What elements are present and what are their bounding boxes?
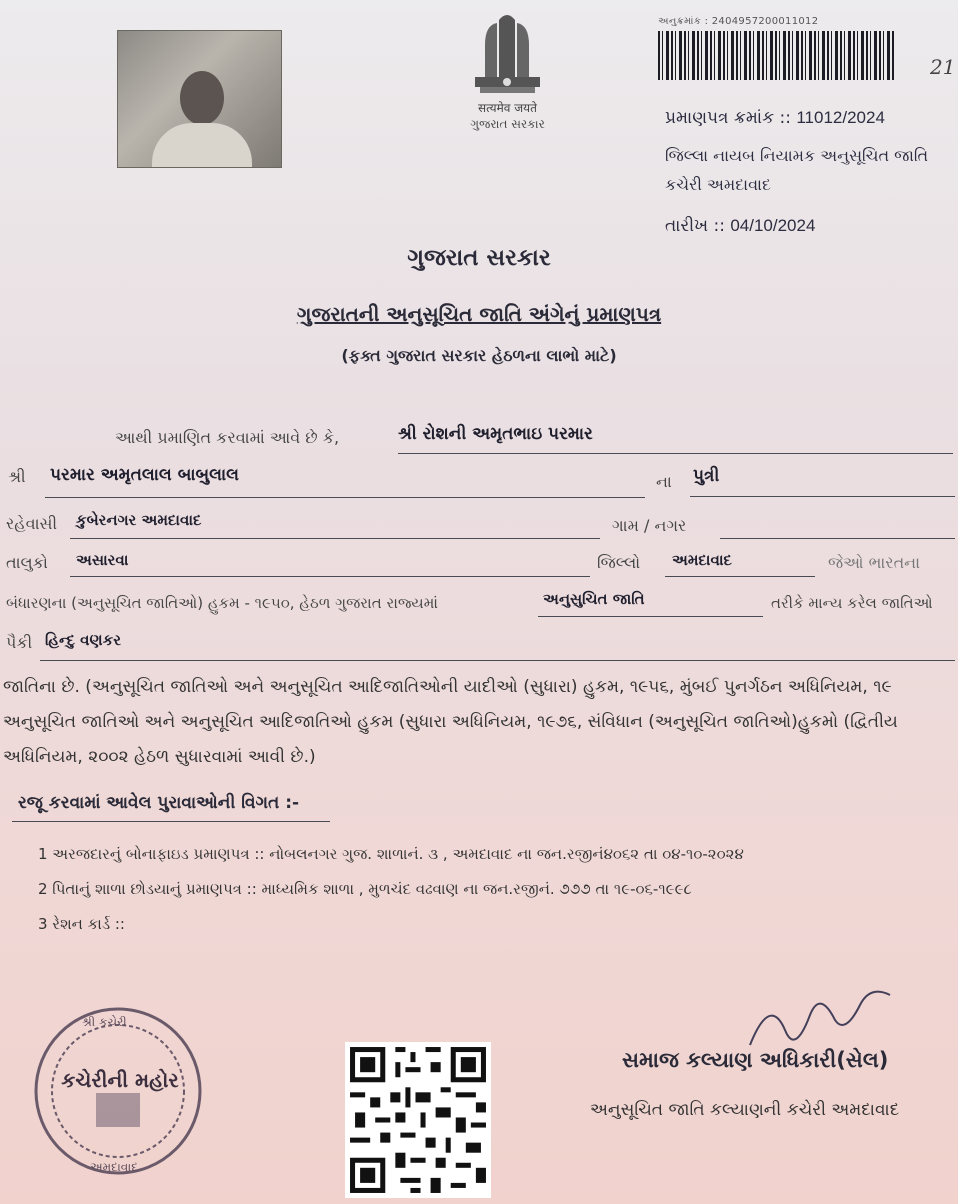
seal-ring-top: શ્રી કચેરી [82,1015,127,1029]
who-label: જેઓ ભારતના [828,553,921,572]
evidence-item: 1 અરજદારનું બોનાફાઇડ પ્રમાણપત્ર :: નોબલનગર ગુજ. શાળાનં. ૩ , અમદાવાદ ના જન.રજીનં૪૦૬૨ તા ૦૪-૧૦-૨૦૨૪ [38,845,744,863]
barcode [658,31,896,80]
applicant-name: શ્રી રોશની અમૃતભાઇ પરમાર [398,424,593,444]
resident-label: રહેવાસી [6,514,58,533]
category-value: અનુસુચિત જાતિ [543,590,645,608]
taluka-label: તાલુકો [6,553,48,572]
district-value: અમદાવાદ [672,551,732,569]
evidence-item: 2 પિતાનું શાળા છોડયાનું પ્રમાણપત્ર :: માધ્યમિક શાળા , મુળચંદ વઢવાણ ના જન.રજીનં. ૭૭૭ તા ૧૯-૦૬-૧૯૯૮ [38,880,692,898]
na-label: ના [656,472,672,491]
district-label: જિલ્લો [597,553,641,572]
resident-value: કુબેરનગર અમદાવાદ [76,511,202,529]
paragraph-line: અનુસૂચિત જાતિઓ અને અનુસૂચિત આદિજાતિઓ હુકમ (સુધારા અધિનિયમ, ૧૯૭૬, સંવિધાન (અનુસૂચિત જાતિઓ)હુકમો (દ્વિતીય [3,712,898,732]
village-label: ગામ / નગર [612,516,687,535]
evidence-heading: રજૂ કરવામાં આવેલ પુરાવાઓની વિગત :- [18,793,300,813]
date-value: 04/10/2024 [730,216,816,235]
gov-title: ગુજરાત સરકાર [407,245,551,271]
page-number: 21 [930,55,956,79]
emblem-caption [440,100,575,132]
date-label: તારીખ :: [665,216,725,236]
certify-label: આથી પ્રમાણિત કરવામાં આવે છે કે, [115,428,340,447]
paragraph-line: અધિનિયમ, ૨૦૦૨ હેઠળ સુધારવામાં આવી છે.) [3,747,316,767]
father-name: પરમાર અમૃતલાલ બાબુલાલ [50,465,240,485]
emblem-gov: ગુજરાત સરકાર [470,117,545,131]
qr-code [345,1042,491,1198]
state-emblem-icon [455,5,560,100]
signatory-title: સમાજ કલ્યાણ અધિકારી(સેલ) [622,1048,889,1072]
applicant-photo [117,30,282,168]
paragraph-line: જાતિના છે. (અનુસૂચિત જાતિઓ અને અનુસૂચિત આદિજાતિઓની યાદીઓ (સુધારા) હુકમ, ૧૯૫૬, મુંબઈ પુનર્ગઠન અધિનિયમ, ૧૯ [3,677,892,697]
office-line-2: કચેરી અમદાવાદ [665,175,771,194]
shri-label: શ્રી [8,467,26,486]
recognized-label: તરીકે માન્ય કરેલ જાતિઓ [771,594,933,612]
constitution-text: બંધારણના (અનુસૂચિત જાતિઓ) હુકમ - ૧૯૫૦, હેઠળ ગુજરાત રાજ્યમાં [6,594,438,612]
among-label: પૈકી [6,633,33,652]
signatory-office: અનુસૂચિત જાતિ કલ્યાણની કચેરી અમદાવાદ [590,1100,900,1120]
caste-value: હિન્દુ વણકર [45,631,121,649]
certificate-title: ગુજરાતની અનુસૂચિત જાતિ અંગેનું પ્રમાણપત્ર [296,302,662,326]
certificate-subtitle: (ફક્ત ગુજરાત સરકાર હેઠળના લાભો માટે) [341,346,617,365]
cert-no-value: 11012/2024 [796,108,885,127]
evidence-item: 3 રેશન કાર્ડ :: [38,915,125,933]
emblem-motto: सत्यमेव जयते [478,101,537,115]
cert-no-label: પ્રમાણપત્ર ક્રમાંક :: [665,108,791,128]
office-line-1: જિલ્લા નાયબ નિયામક અનુસૂચિત જાતિ [665,146,929,165]
serial-number: અનુક્રમાંક : 2404957200011012 [658,16,819,27]
seal-center-text: કચેરીની મહોર [61,1068,179,1092]
issue-date [665,216,815,236]
certificate-number [665,108,885,128]
taluka-value: અસારવા [76,551,129,569]
seal-ring-bottom: અમદાવાદ [90,1160,138,1174]
relation: પુત્રી [693,466,720,486]
legal-paragraph [3,670,958,775]
